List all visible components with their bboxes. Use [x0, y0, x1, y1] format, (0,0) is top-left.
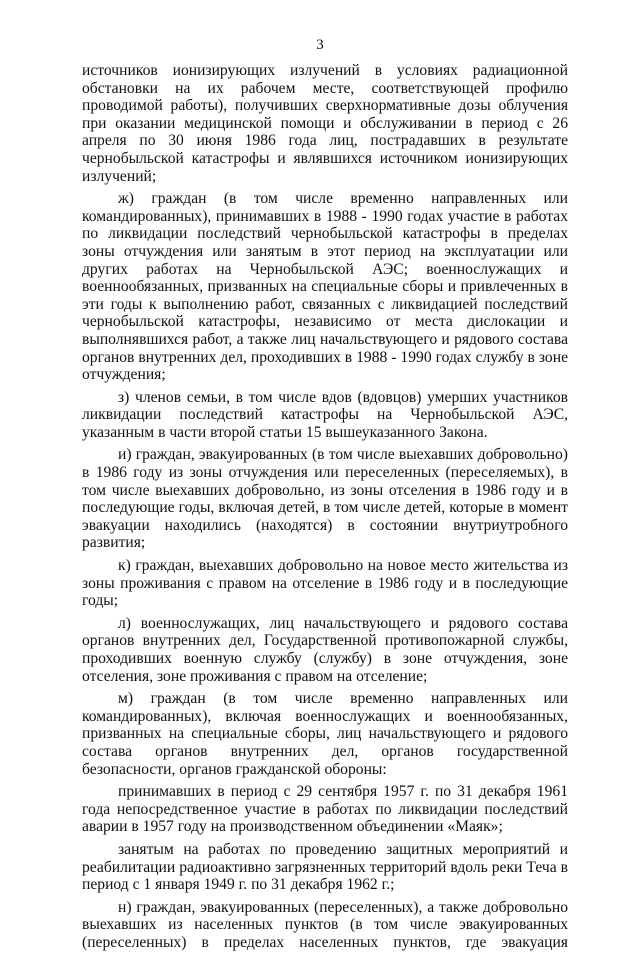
- paragraph-techa: занятым на работах по проведению защитных мероприятий и реабилитации радиоактивно загрязненных территорий вдоль реки Теча в период с 1 января 1949 г. по 31 декабря 1962 г.;: [82, 840, 568, 894]
- paragraph-continuation: источников ионизирующих излучений в условиях радиационной обстановки на их рабочем месте, соответствующей профилю проводимой работы), получивших сверхнормативные дозы облучения при оказании медицинской помощи и обслуживании в период с 26 апреля по 30 июня 1986 года лиц, пострадавших в результате чернобыльской катастрофы и являвшихся источником ионизирующих излучений;: [82, 62, 568, 185]
- paragraph-mayak: принимавших в период с 29 сентября 1957 г. по 31 декабря 1961 года непосредственное участие в работах по ликвидации последствий аварии в 1957 году на производственном объединении «Маяк»;: [82, 783, 568, 836]
- paragraph-i: и) граждан, эвакуированных (в том числе выехавших добровольно) в 1986 году из зоны отчуждения или переселенных (переселяемых), в том числе выехавших добровольно, из зоны отселения в 1986 году и в последующие годы, включая детей, в том числе детей, которые в момент эвакуации находились (находятся) в состоянии внутриутробного развития;: [82, 446, 568, 552]
- paragraph-zh: ж) граждан (в том числе временно направленных или командированных), принимавших в 1988 - 1990 годах участие в работах по ликвидации последствий чернобыльской катастрофы в пределах зоны отчуждения или занятым в этот период на эксплуатации или других работах на Чернобыльской АЭС; военнослужащих и военнообязанных, призванных на специальные сборы и привлеченных в эти годы к выполнению работ, связанных с ликвидацией последствий чернобыльской катастрофы, независимо от места дислокации и выполнявшихся работ, а также лиц начальствующего и рядового состава органов внутренних дел, проходивших в 1988 - 1990 годах службу в зоне отчуждения;: [82, 190, 568, 384]
- paragraph-k: к) граждан, выехавших добровольно на новое место жительства из зоны проживания с правом на отселение в 1986 году и в последующие годы;: [82, 557, 568, 610]
- paragraph-n: н) граждан, эвакуированных (переселенных), а также добровольно выехавших из населенных пунктов (в том числе эвакуированных (переселенных) в пределах населенных пунктов, где эвакуация: [82, 898, 568, 951]
- paragraph-z: з) членов семьи, в том числе вдов (вдовцов) умерших участников ликвидации последствий катастрофы на Чернобыльской АЭС, указанным в части второй статьи 15 вышеуказанного Закона.: [82, 388, 568, 441]
- document-body: [82, 62, 568, 957]
- page-number: 3: [316, 37, 324, 53]
- paragraph-l: л) военнослужащих, лиц начальствующего и рядового состава органов внутренних дел, Государственной противопожарной службы, проходивших военную службу (службу) в зоне отчуждения, зоне отселения, зоне проживания с правом на отселение;: [82, 614, 568, 685]
- paragraph-m: м) граждан (в том числе временно направленных или командированных), включая военнослужащих и военнообязанных, призванных на специальные сборы, лиц начальствующего и рядового состава органов внутренних дел, органов государственной безопасности, органов гражданской обороны:: [82, 690, 568, 778]
